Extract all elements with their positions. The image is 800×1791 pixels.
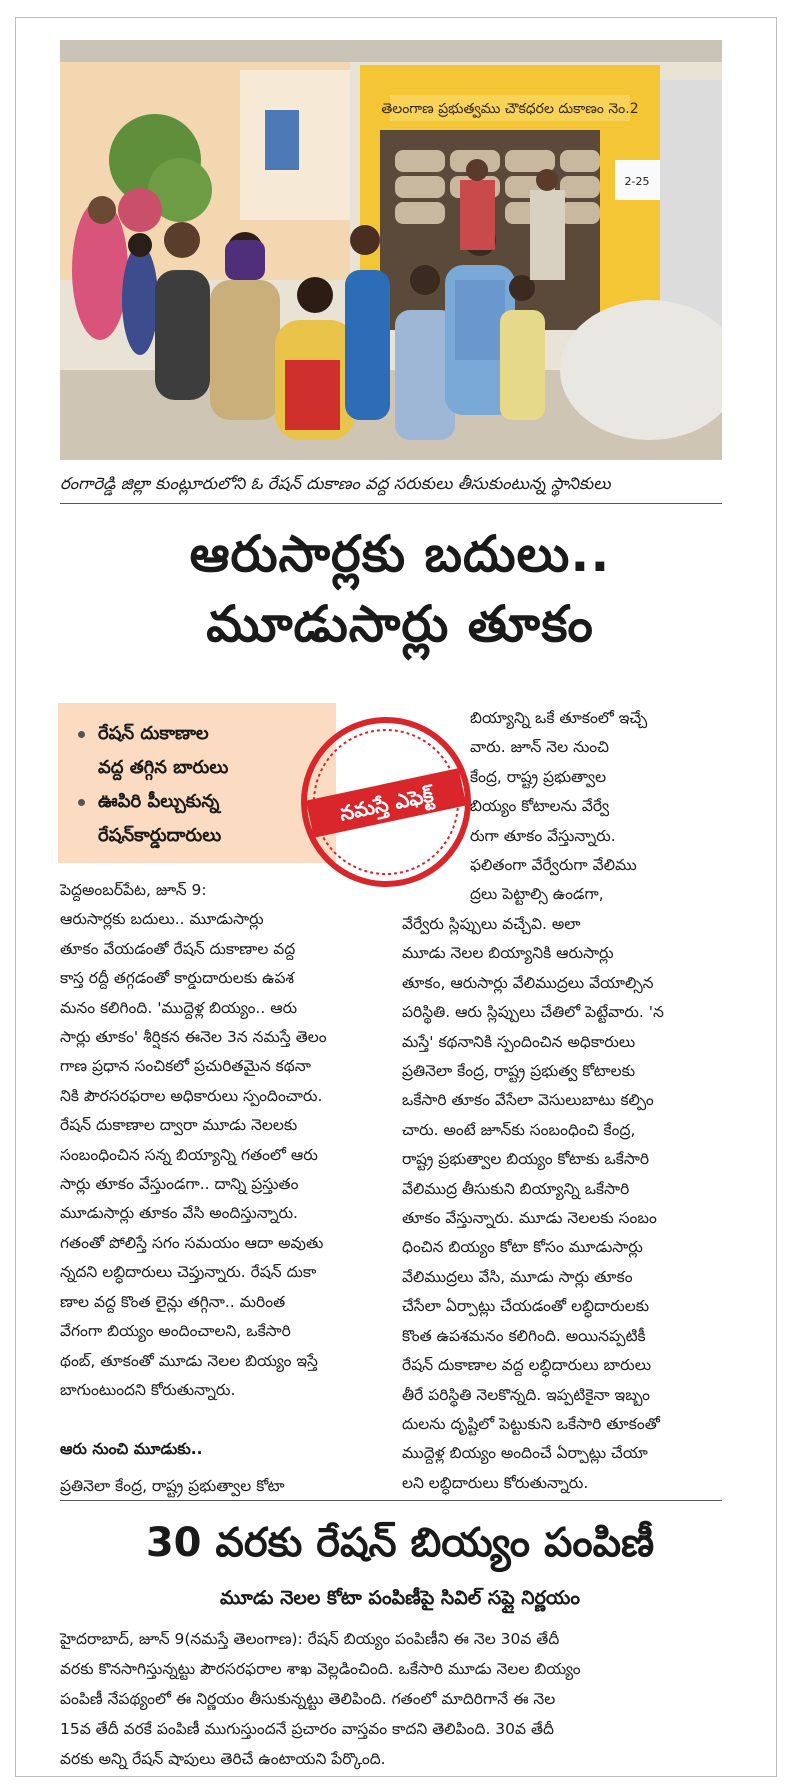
highlight-line: రేషన్‌కార్డుదారులు bbox=[98, 825, 222, 846]
text-line: హైదరాబాద్, జూన్ 9(నమస్తే తెలంగాణ): రేషన్ బియ్యం పంపిణీని ఈ నెల 30వ తేదీ bbox=[60, 1630, 560, 1648]
caption-rule bbox=[60, 503, 722, 504]
text-line: ణాల వద్ద కొంత లైన్లు తగ్గినా.. మరింత bbox=[60, 1292, 286, 1311]
story2-deck: మూడు నెలల కోటా పంపిణీపై సివిల్ సప్లై నిర్ణయం bbox=[220, 1587, 580, 1609]
bullet-icon bbox=[78, 731, 85, 738]
text-line: ధించిన బియ్యం కోటా కోసం మూడుసార్లు bbox=[402, 1238, 643, 1257]
text-line: వేగంగా బియ్యం అందించాలని, ఒకేసారి bbox=[60, 1322, 291, 1341]
text-line: ఆరుసార్లకు బదులు.. మూడుసార్లు bbox=[60, 910, 264, 929]
news-photo bbox=[60, 40, 722, 460]
text-line: మస్తే' కథనానికి స్పందించిన అధికారులు bbox=[402, 1032, 636, 1051]
text-line: వేలిముద్ర తీసుకుని బియ్యాన్ని ఒకేసారి bbox=[402, 1179, 630, 1198]
text-line: పంపిణీ నేపథ్యంలో ఈ నిర్ణయం తీసుకున్నట్టు తెలిపింది. గతంలో మాదిరిగానే ఈ నెల bbox=[60, 1690, 556, 1708]
text-line: ఒకేసారి తూకం వేసేలా వెసులుబాటు కల్పిం bbox=[402, 1091, 654, 1110]
highlight-line: వద్ద తగ్గిన బారులు bbox=[98, 757, 229, 778]
text-line: కొంత ఉపశమనం కలిగింది. అయినప్పటికీ bbox=[402, 1326, 646, 1345]
headline-line-2: మూడుసార్లు తూకం bbox=[206, 595, 594, 653]
highlight-item bbox=[76, 717, 326, 785]
text-line: సంబంధించిన సన్న బియ్యాన్ని గతంలో ఆరు bbox=[60, 1145, 318, 1164]
text-line: ద్రలు పెట్టాల్సి ఉండగా, bbox=[470, 885, 604, 904]
text-line: మూడుసార్లు తూకం వేసి అందిస్తున్నారు. bbox=[60, 1204, 298, 1223]
text-line: గాణ ప్రధాన సంచికలో ప్రచురితమైన కథనా bbox=[60, 1057, 311, 1076]
text-line: తూకం, ఆరుసార్లు వేలిముద్రలు వేయాల్సిన bbox=[402, 973, 654, 992]
text-line: వారు. జూన్ నెల నుంచి bbox=[470, 738, 610, 757]
text-line: వేర్వేరు స్లిప్పులు వచ్చేవి. అలా bbox=[402, 915, 581, 933]
text-line: మూడు నెలల బియ్యానికి ఆరుసార్లు bbox=[402, 944, 614, 963]
text-line: ప్రతినెలా కేంద్ర, రాష్ట్ర ప్రభుత్వ కోటాలకు bbox=[402, 1062, 636, 1081]
text-line: పెద్దఅంబర్‌పేట, జూన్ 9: bbox=[60, 881, 207, 899]
text-line: పరిస్థితి. ఆరు స్లిప్పులు చేతిలో పెట్టేవారు. 'న bbox=[402, 1003, 664, 1022]
namaste-effect-stamp bbox=[298, 714, 474, 890]
text-line: లని లబ్ధిదారులు కోరుతున్నారు. bbox=[402, 1473, 589, 1492]
text-line: ముద్దెళ్ల బియ్యం అందించే ఏర్పాట్లు చేయా bbox=[402, 1444, 648, 1463]
photo-caption: రంగారెడ్డి జిల్లా కుంట్లూరులోని ఓ రేషన్ దుకాణం వద్ద సరుకులు తీసుకుంటున్న స్థానికులు bbox=[60, 474, 611, 493]
story2-headline: 30 వరకు రేషన్ బియ్యం పంపిణీ bbox=[145, 1520, 655, 1566]
text-line: మనం కలిగింది. 'ముద్దెళ్ల బియ్యం.. ఆరు bbox=[60, 998, 298, 1017]
highlight-line: రేషన్ దుకాణాల bbox=[98, 723, 209, 744]
right-column-top bbox=[470, 704, 722, 910]
left-column bbox=[60, 876, 368, 1502]
bullet-icon bbox=[78, 799, 85, 806]
text-line: తూకం వేయడంతో రేషన్ దుకాణాల వద్ద bbox=[60, 939, 296, 958]
text-line: చేసేలా ఏర్పాట్లు చేయడంతో లబ్ధిదారులకు bbox=[402, 1297, 650, 1316]
text-line: కేంద్ర, రాష్ట్ర ప్రభుత్వాల bbox=[470, 767, 607, 786]
highlights-box bbox=[58, 703, 336, 863]
text-line: థంబ్, తూకంతో మూడు నెలల బియ్యం ఇస్తే bbox=[60, 1351, 318, 1370]
text-line: గతంతో పోలిస్తే సగం సమయం ఆదా అవుతు bbox=[60, 1233, 324, 1252]
text-line: కాస్త రద్దీ తగ్గడంతో కార్డుదారులకు ఉపశ bbox=[60, 969, 295, 988]
text-line: వరకు అన్ని రేషన్ షాపులు తెరిచే ఉంటాయని పేర్కొంది. bbox=[60, 1750, 386, 1768]
text-line: రాష్ట్ర ప్రభుత్వాల బియ్యం కోటాకు ఒకేసారి bbox=[402, 1150, 650, 1169]
window bbox=[265, 110, 299, 170]
text-line: ఫలితంగా వేర్వేరుగా వేలిము bbox=[470, 856, 637, 875]
text-line: వరకు కొనసాగిస్తున్నట్టు పౌరసరఫరాల శాఖ వెల్లడించింది. ఒకేసారి మూడు నెలల బియ్యం bbox=[60, 1660, 581, 1678]
spacer bbox=[60, 1464, 368, 1472]
text-line: చారు. అంటే జూన్‌కు సంబంధించి కేంద్ర, bbox=[402, 1120, 636, 1139]
right-column bbox=[402, 910, 722, 1498]
text-line: సార్లు తూకం' శీర్షికన ఈనెల 3న నమస్తే తెలం bbox=[60, 1028, 327, 1047]
highlight-item bbox=[76, 785, 326, 853]
text-line: తూకం వేస్తున్నారు. మూడు నెలలకు సంబం bbox=[402, 1209, 657, 1228]
highlight-line: ఊపిరి పీల్చుకున్న bbox=[98, 791, 220, 812]
text-line: దులను దృష్టిలో పెట్టుకుని ఒకేసారి తూకంతో bbox=[402, 1414, 660, 1433]
left-subhead: ఆరు నుంచి మూడుకు.. bbox=[60, 1439, 203, 1458]
story2-body bbox=[60, 1624, 722, 1774]
text-line: వేలిముద్రలు వేసి, మూడు సార్లు తూకం bbox=[402, 1267, 633, 1286]
shop-board: 2-25 bbox=[624, 175, 650, 188]
shop-sign: తెలంగాణ ప్రభుత్వము చౌకధరల దుకాణం నెం.2 bbox=[381, 101, 639, 117]
text-line: బియ్యాన్ని ఒకే తూకంలో ఇచ్చే bbox=[470, 709, 648, 727]
text-line: రేషన్ దుకాణాల వద్ద లబ్ధిదారులు బారులు bbox=[402, 1356, 652, 1375]
text-line: సార్లు తూకం వేస్తుండగా.. దాన్ని ప్రస్తుతం bbox=[60, 1175, 299, 1194]
spacer bbox=[60, 1405, 368, 1434]
text-line: 15వ తేదీ వరకే పంపిణీ ముగుస్తుందనే ప్రచారం వాస్తవం కాదని తెలిపింది. 30వ తేదీ bbox=[60, 1720, 554, 1738]
text-line: తీరే పరిస్థితి నెలకొన్నది. ఇప్పటికైనా ఇబ్బం bbox=[402, 1385, 650, 1404]
text-line: రేషన్ దుకాణాల ద్వారా మూడు నెలలకు bbox=[60, 1116, 298, 1135]
text-line: బియ్యం కోటాలను వేర్వే bbox=[470, 797, 610, 816]
text-line: బాగుంటుందని కోరుతున్నారు. bbox=[60, 1380, 236, 1399]
story-divider bbox=[60, 1500, 722, 1501]
text-line: రుగా తూకం వేస్తున్నారు. bbox=[470, 826, 616, 845]
stamp-text: నమస్తే ఎఫెక్ట్ bbox=[337, 782, 436, 826]
headline-line-1: ఆరుసార్లకు బదులు.. bbox=[189, 525, 611, 583]
text-line: నికి పౌరసరఫరాల అధికారులు స్పందించారు. bbox=[60, 1086, 323, 1105]
text-line: ప్రతినెలా కేంద్ర, రాష్ట్ర ప్రభుత్వాల కోటా bbox=[60, 1477, 285, 1496]
text-line: న్నదని లబ్ధిదారులు చెప్తున్నారు. రేషన్ దుకా bbox=[60, 1263, 317, 1282]
